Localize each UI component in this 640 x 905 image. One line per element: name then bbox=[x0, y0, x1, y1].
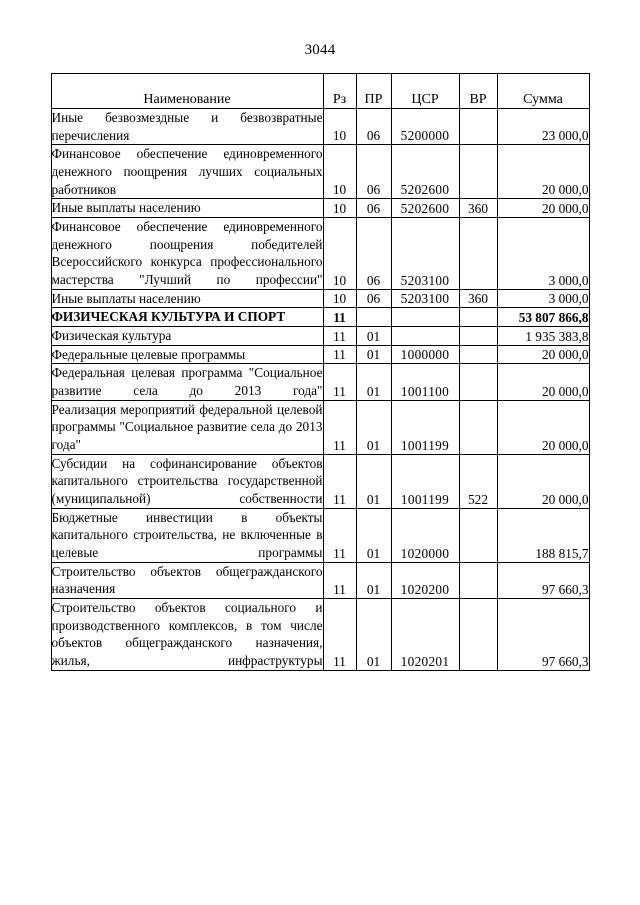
row-rz: 11 bbox=[323, 400, 356, 454]
row-pr: 01 bbox=[356, 345, 391, 364]
row-name: Бюджетные инвестиции в объекты капитального строительства, не включенные в целевые программы bbox=[51, 508, 323, 562]
column-header-csr: ЦСР bbox=[391, 74, 459, 109]
row-pr: 01 bbox=[356, 508, 391, 562]
table-row bbox=[51, 199, 589, 218]
row-csr: 1001199 bbox=[391, 454, 459, 508]
row-rz: 10 bbox=[323, 218, 356, 290]
row-csr: 1020201 bbox=[391, 599, 459, 671]
row-csr bbox=[391, 308, 459, 327]
row-name: Финансовое обеспечение единовременного денежного поощрения победителей Всероссийского конкурса профессионального мастерства "Лучший по профессии" bbox=[51, 218, 323, 290]
row-rz: 11 bbox=[323, 454, 356, 508]
row-rz: 10 bbox=[323, 289, 356, 308]
page-number: 3044 bbox=[304, 42, 336, 58]
row-name: ФИЗИЧЕСКАЯ КУЛЬТУРА И СПОРТ bbox=[51, 308, 323, 327]
column-header-rz: Рз bbox=[323, 74, 356, 109]
row-vr bbox=[459, 327, 497, 346]
row-pr: 06 bbox=[356, 145, 391, 199]
column-header-vr: ВР bbox=[459, 74, 497, 109]
table-header bbox=[51, 74, 589, 109]
row-vr bbox=[459, 109, 497, 145]
row-name: Федеральная целевая программа "Социальное развитие села до 2013 года" bbox=[51, 364, 323, 400]
row-name: Строительство объектов социального и производственного комплексов, в том числе объектов общегражданского назначения, жилья, инфраструктуры bbox=[51, 599, 323, 671]
row-pr: 01 bbox=[356, 364, 391, 400]
row-vr bbox=[459, 364, 497, 400]
row-pr bbox=[356, 308, 391, 327]
row-name: Федеральные целевые программы bbox=[51, 345, 323, 364]
table-row bbox=[51, 508, 589, 562]
row-rz: 11 bbox=[323, 599, 356, 671]
row-vr: 360 bbox=[459, 199, 497, 218]
row-sum: 20 000,0 bbox=[497, 145, 589, 199]
row-rz: 11 bbox=[323, 308, 356, 327]
row-csr: 1001100 bbox=[391, 364, 459, 400]
row-name: Физическая культура bbox=[51, 327, 323, 346]
column-header-sum: Сумма bbox=[497, 74, 589, 109]
row-rz: 11 bbox=[323, 508, 356, 562]
row-rz: 11 bbox=[323, 562, 356, 598]
table-row bbox=[51, 345, 589, 364]
row-name: Иные выплаты населению bbox=[51, 199, 323, 218]
row-rz: 10 bbox=[323, 145, 356, 199]
row-rz: 10 bbox=[323, 109, 356, 145]
row-sum: 188 815,7 bbox=[497, 508, 589, 562]
row-rz: 11 bbox=[323, 327, 356, 346]
row-sum: 3 000,0 bbox=[497, 289, 589, 308]
table-header-row bbox=[51, 74, 589, 109]
table-row bbox=[51, 308, 589, 327]
row-sum: 1 935 383,8 bbox=[497, 327, 589, 346]
row-csr: 1000000 bbox=[391, 345, 459, 364]
row-pr: 06 bbox=[356, 218, 391, 290]
row-pr: 01 bbox=[356, 562, 391, 598]
row-sum: 3 000,0 bbox=[497, 218, 589, 290]
table-row bbox=[51, 454, 589, 508]
column-header-name: Наименование bbox=[51, 74, 323, 109]
row-csr: 1020200 bbox=[391, 562, 459, 598]
row-csr: 1020000 bbox=[391, 508, 459, 562]
row-pr: 01 bbox=[356, 400, 391, 454]
row-name: Реализация мероприятий федеральной целевой программы "Социальное развитие села до 2013 года" bbox=[51, 400, 323, 454]
row-pr: 06 bbox=[356, 289, 391, 308]
row-vr bbox=[459, 400, 497, 454]
row-pr: 01 bbox=[356, 599, 391, 671]
row-csr: 5200000 bbox=[391, 109, 459, 145]
table-row bbox=[51, 109, 589, 145]
budget-table bbox=[51, 73, 590, 671]
table-row bbox=[51, 218, 589, 290]
row-name: Субсидии на софинансирование объектов капитального строительства государственной (муниципальной) собственности bbox=[51, 454, 323, 508]
row-csr: 5202600 bbox=[391, 199, 459, 218]
row-vr bbox=[459, 218, 497, 290]
row-sum: 20 000,0 bbox=[497, 345, 589, 364]
table-row bbox=[51, 327, 589, 346]
row-pr: 06 bbox=[356, 199, 391, 218]
row-rz: 11 bbox=[323, 364, 356, 400]
table-row bbox=[51, 364, 589, 400]
row-vr: 360 bbox=[459, 289, 497, 308]
row-vr bbox=[459, 508, 497, 562]
row-sum: 23 000,0 bbox=[497, 109, 589, 145]
row-vr: 522 bbox=[459, 454, 497, 508]
row-sum: 20 000,0 bbox=[497, 364, 589, 400]
table-row bbox=[51, 599, 589, 671]
row-rz: 11 bbox=[323, 345, 356, 364]
row-vr bbox=[459, 345, 497, 364]
row-sum: 20 000,0 bbox=[497, 199, 589, 218]
row-sum: 97 660,3 bbox=[497, 599, 589, 671]
row-sum: 20 000,0 bbox=[497, 400, 589, 454]
table-row bbox=[51, 562, 589, 598]
row-pr: 01 bbox=[356, 327, 391, 346]
row-pr: 01 bbox=[356, 454, 391, 508]
row-name: Строительство объектов общегражданского назначения bbox=[51, 562, 323, 598]
column-header-pr: ПР bbox=[356, 74, 391, 109]
row-vr bbox=[459, 308, 497, 327]
row-sum: 97 660,3 bbox=[497, 562, 589, 598]
row-pr: 06 bbox=[356, 109, 391, 145]
row-csr: 1001199 bbox=[391, 400, 459, 454]
row-vr bbox=[459, 145, 497, 199]
row-rz: 10 bbox=[323, 199, 356, 218]
row-csr: 5202600 bbox=[391, 145, 459, 199]
row-csr: 5203100 bbox=[391, 289, 459, 308]
table-row bbox=[51, 400, 589, 454]
table-row bbox=[51, 145, 589, 199]
row-csr bbox=[391, 327, 459, 346]
row-sum: 53 807 866,8 bbox=[497, 308, 589, 327]
row-sum: 20 000,0 bbox=[497, 454, 589, 508]
table-body bbox=[51, 109, 589, 671]
row-name: Иные выплаты населению bbox=[51, 289, 323, 308]
row-name: Финансовое обеспечение единовременного денежного поощрения лучших социальных работников bbox=[51, 145, 323, 199]
row-vr bbox=[459, 599, 497, 671]
row-name: Иные безвозмездные и безвозвратные перечисления bbox=[51, 109, 323, 145]
row-vr bbox=[459, 562, 497, 598]
table-row bbox=[51, 289, 589, 308]
row-csr: 5203100 bbox=[391, 218, 459, 290]
